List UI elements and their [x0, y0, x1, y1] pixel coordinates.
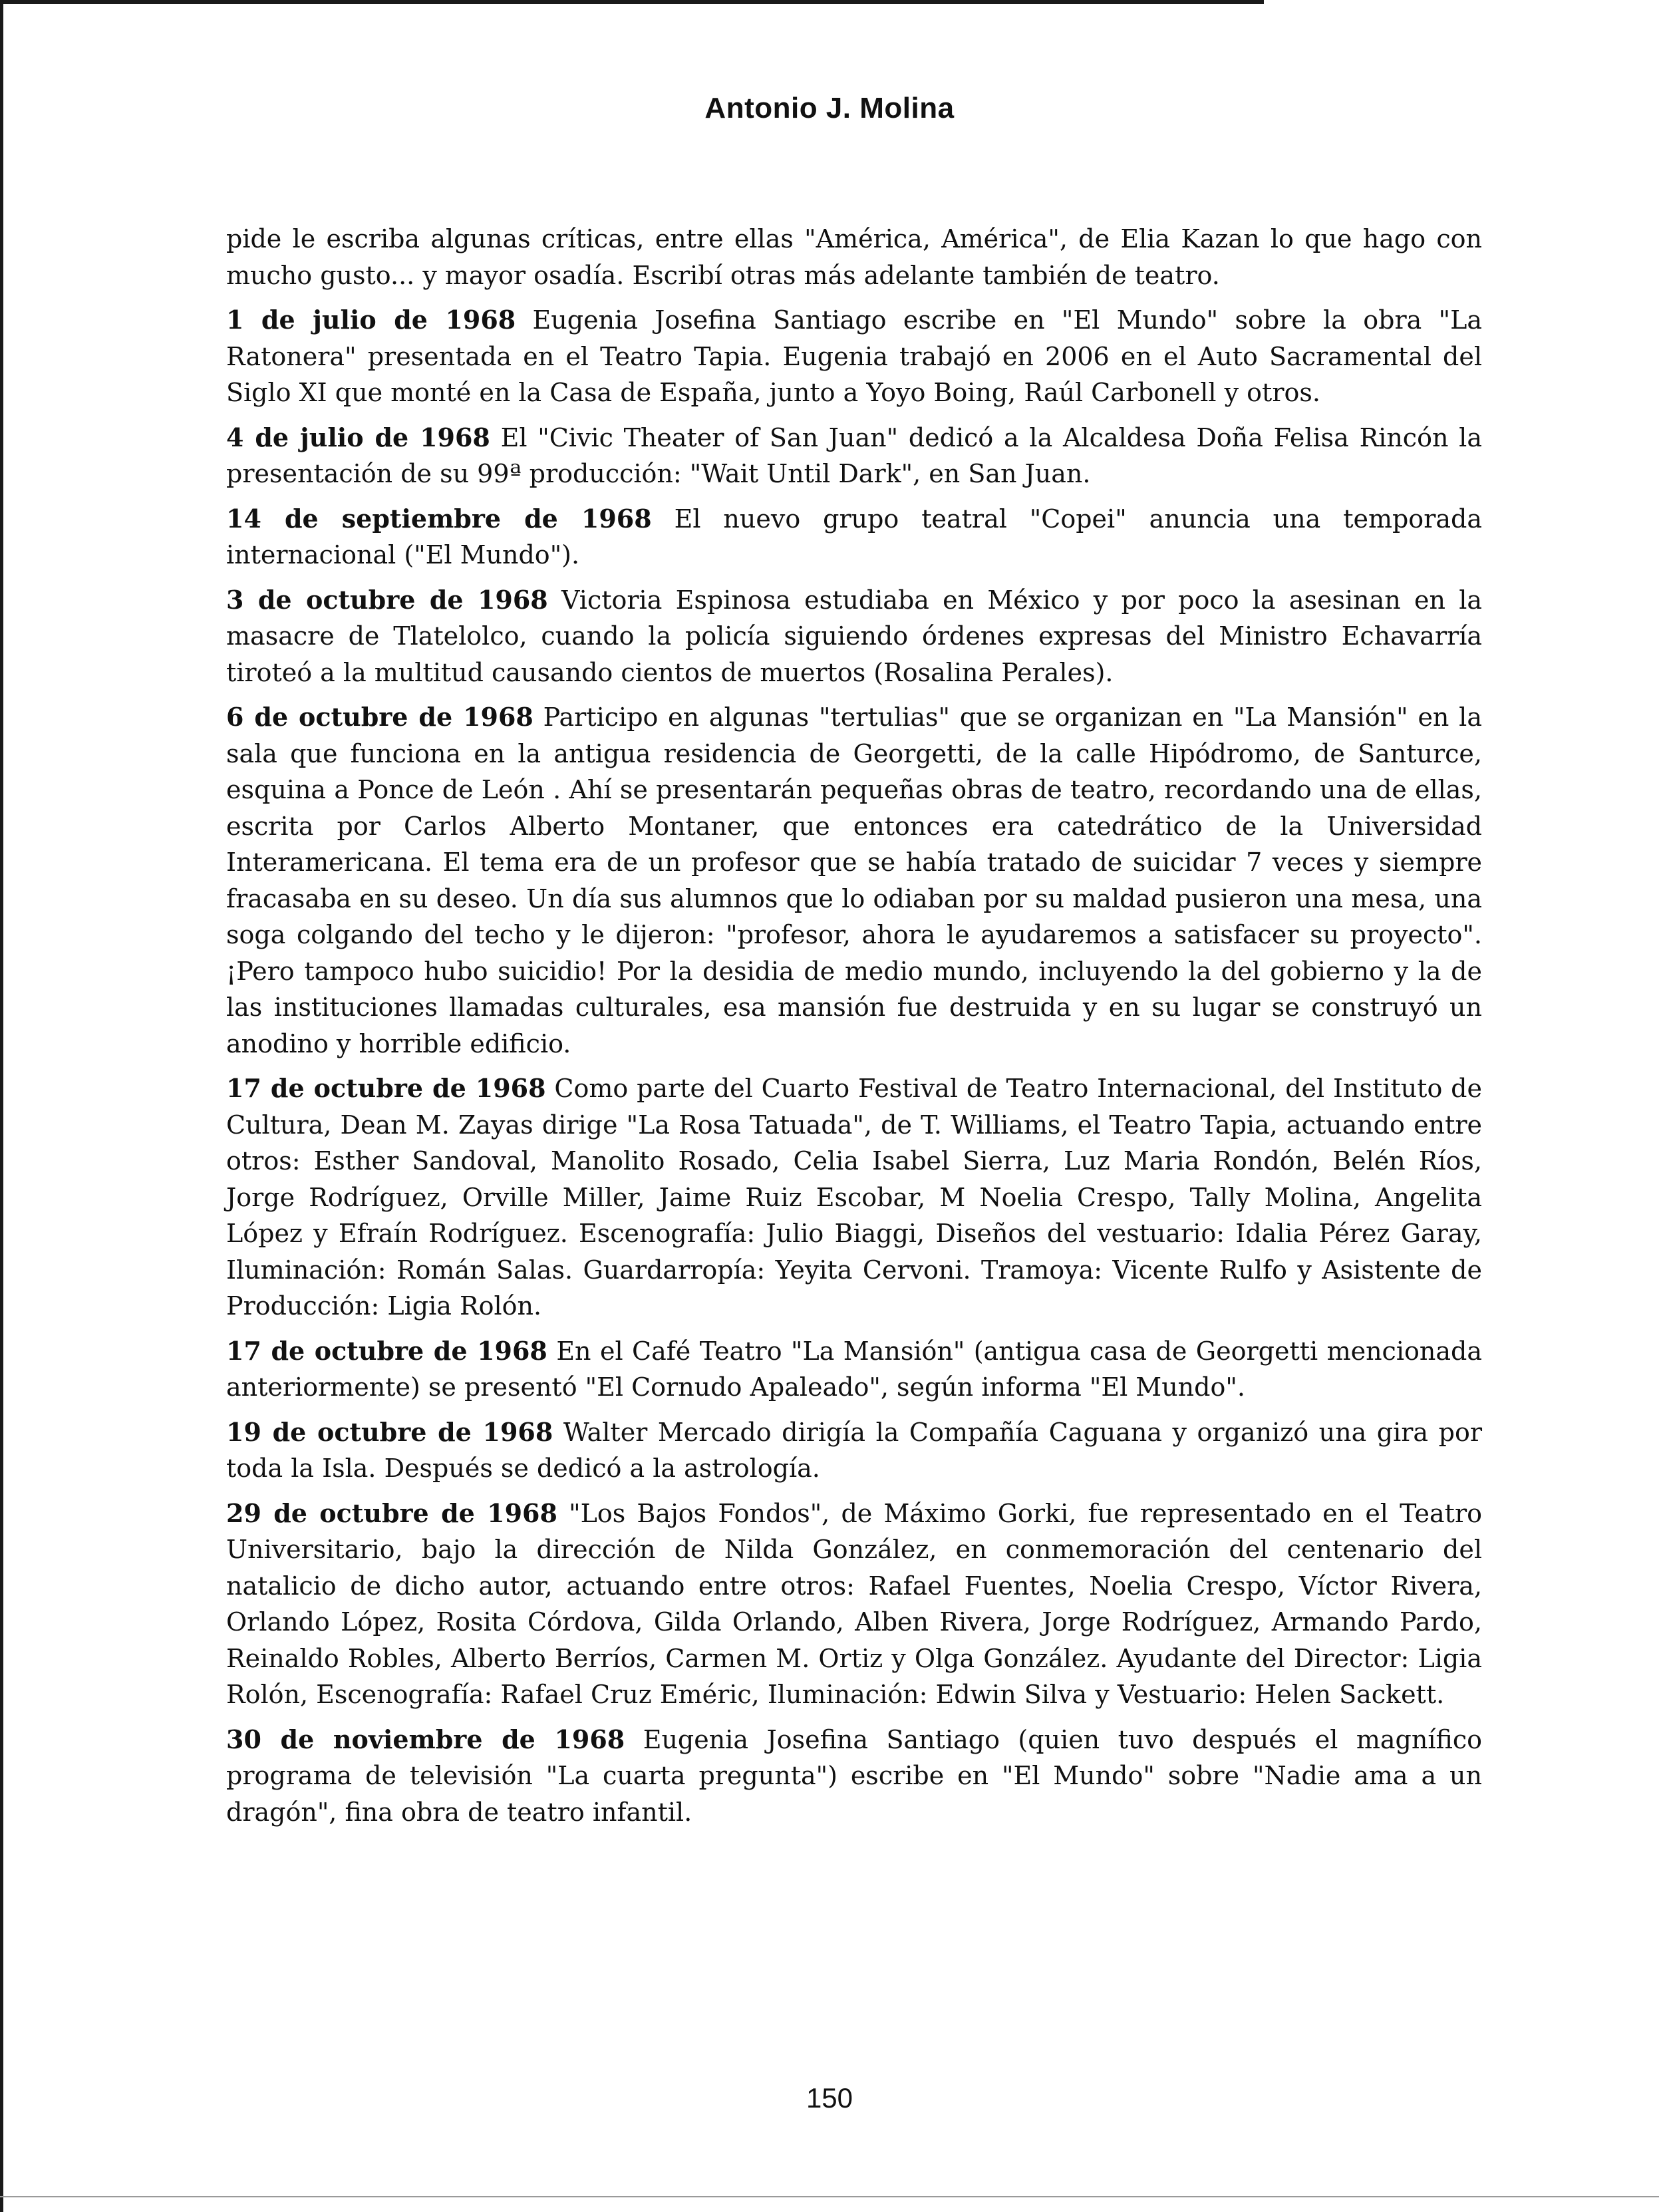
- scan-border-bottom: [0, 2196, 1659, 2197]
- entry-date: 17 de octubre de 1968: [226, 1335, 547, 1366]
- chronology-entry: [226, 1414, 1482, 1487]
- chronology-entry: [226, 1070, 1482, 1325]
- entry-date: 1 de julio de 1968: [226, 305, 516, 335]
- chronology-entry: [226, 1496, 1482, 1713]
- entry-date: 14 de septiembre de 1968: [226, 503, 652, 534]
- entry-text: Victoria Espinosa estudiaba en México y por poco la asesinan en la masacre de Tlatelolco, cuando la policía siguiendo órdenes expresas del Ministro Echavarría tiroteó a la multitud causando cientos de muertos (Rosalina Perales).: [226, 585, 1482, 687]
- scan-border-left: [0, 0, 3, 2212]
- chronology-entry: [226, 420, 1482, 492]
- running-header: Antonio J. Molina: [704, 92, 955, 124]
- page-number: 150: [806, 2082, 853, 2114]
- paragraph-text: pide le escriba algunas críticas, entre ellas "América, América", de Elia Kazan lo que hago con mucho gusto... y mayor osadía. Escribí otras más adelante también de teatro.: [226, 224, 1482, 290]
- chronology-entry: [226, 302, 1482, 411]
- entry-date: 3 de octubre de 1968: [226, 584, 548, 615]
- entry-date: 17 de octubre de 1968: [226, 1073, 546, 1103]
- entry-date: 4 de julio de 1968: [226, 422, 490, 452]
- paragraph-continuation: [226, 221, 1482, 293]
- entry-text: Eugenia Josefina Santiago (quien tuvo después el magnífico programa de televisión "La cuarta pregunta") escribe en "El Mundo" sobre "Nadie ama a un dragón", fina obra de teatro infantil.: [226, 1724, 1482, 1827]
- page-body: [226, 221, 1482, 1839]
- entry-date: 19 de octubre de 1968: [226, 1416, 553, 1447]
- chronology-entry: [226, 699, 1482, 1062]
- entry-text: "Los Bajos Fondos", de Máximo Gorki, fue representado en el Teatro Universitario, bajo la dirección de Nilda González, en conmemoración del centenario del natalicio de dicho autor, actuando entre otros: Rafael Fuentes, Noelia Crespo, Víctor Rivera, Orlando López, Rosita Córdova, Gilda Orlando, Alben Rivera, Jorge Rodríguez, Armando Pardo, Reinaldo Robles, Alberto Berríos, Carmen M. Ortiz y Olga González. Ayudante del Director: Ligia Rolón, Escenografía: Rafael Cruz Eméric, Iluminación: Edwin Silva y Vestuario: Helen Sackett.: [226, 1498, 1482, 1709]
- chronology-entry: [226, 582, 1482, 691]
- entry-date: 29 de octubre de 1968: [226, 1498, 557, 1528]
- entry-text: Participo en algunas "tertulias" que se organizan en "La Mansión" en la sala que funciona en la antigua residencia de Georgetti, de la calle Hipódromo, de Santurce, esquina a Ponce de León . Ahí se presentarán pequeñas obras de teatro, recordando una de ellas, escrita por Carlos Alberto Montaner, que entonces era catedrático de la Universidad Interamericana. El tema era de un profesor que se había tratado de suicidar 7 veces y siempre fracasaba en su deseo. Un día sus alumnos que lo odiaban por su maldad pusieron una mesa, una soga colgando del techo y le dijeron: "profesor, ahora le ayudaremos a satisfacer su proyecto". ¡Pero tampoco hubo suicidio! Por la desidia de medio mundo, incluyendo la del gobierno y la de las instituciones llamadas culturales, esa mansión fue destruida y en su lugar se construyó un anodino y horrible edificio.: [226, 703, 1482, 1058]
- entry-text: El nuevo grupo teatral "Copei" anuncia una temporada internacional ("El Mundo").: [226, 504, 1482, 569]
- entry-text: Eugenia Josefina Santiago escribe en "El Mundo" sobre la obra "La Ratonera" presentada en el Teatro Tapia. Eugenia trabajó en 2006 en el Auto Sacramental del Siglo XI que monté en la Casa de España, junto a Yoyo Boing, Raúl Carbonell y otros.: [226, 305, 1482, 407]
- chronology-entry: [226, 501, 1482, 573]
- entry-text: En el Café Teatro "La Mansión" (antigua casa de Georgetti mencionada anteriormente) se presentó "El Cornudo Apaleado", según informa "El Mundo".: [226, 1336, 1482, 1402]
- entry-date: 6 de octubre de 1968: [226, 702, 533, 732]
- chronology-entry: [226, 1333, 1482, 1406]
- scan-border-top: [0, 0, 1264, 4]
- entry-text: Walter Mercado dirigía la Compañía Caguana y organizó una gira por toda la Isla. Después se dedicó a la astrología.: [226, 1417, 1482, 1483]
- entry-date: 30 de noviembre de 1968: [226, 1724, 625, 1754]
- entry-text: Como parte del Cuarto Festival de Teatro Internacional, del Instituto de Cultura, Dean M. Zayas dirige "La Rosa Tatuada", de T. Williams, el Teatro Tapia, actuando entre otros: Esther Sandoval, Manolito Rosado, Celia Isabel Sierra, Luz Maria Rondón, Belén Ríos, Jorge Rodríguez, Orville Miller, Jaime Ruiz Escobar, M Noelia Crespo, Tally Molina, Angelita López y Efraín Rodríguez. Escenografía: Julio Biaggi, Diseños del vestuario: Idalia Pérez Garay, Iluminación: Román Salas. Guardarropía: Yeyita Cervoni. Tramoya: Vicente Rulfo y Asistente de Producción: Ligia Rolón.: [226, 1074, 1482, 1321]
- chronology-entry: [226, 1722, 1482, 1831]
- entry-text: El "Civic Theater of San Juan" dedicó a la Alcaldesa Doña Felisa Rincón la presentación de su 99ª producción: "Wait Until Dark", en San Juan.: [226, 422, 1482, 488]
